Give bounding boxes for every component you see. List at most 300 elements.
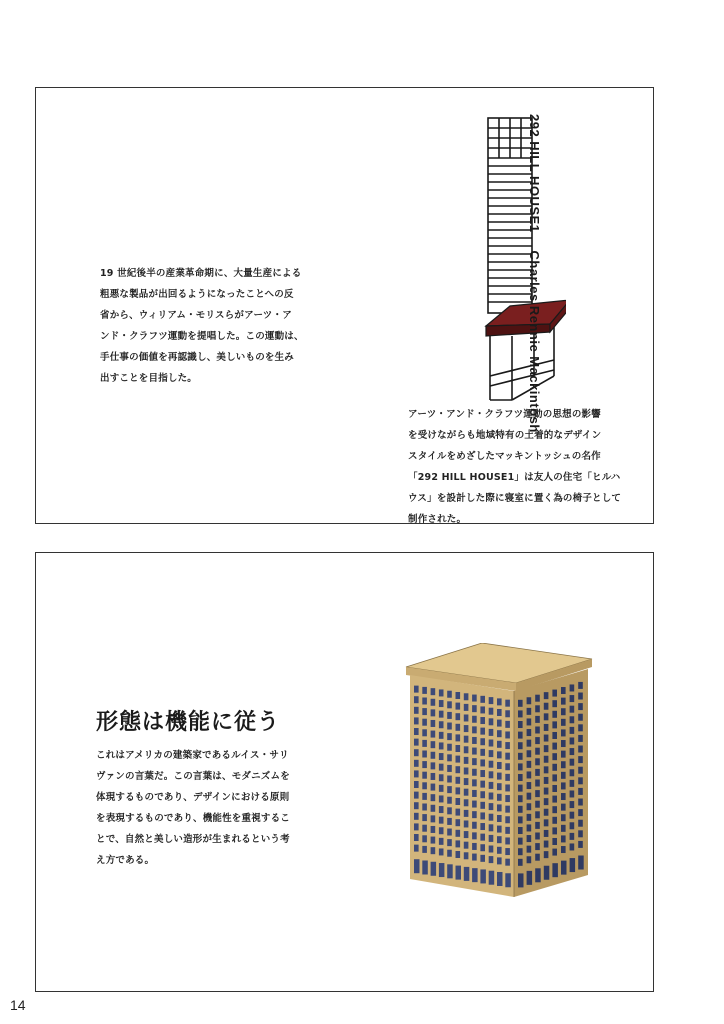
building-window [527, 856, 532, 863]
building-window [561, 814, 566, 821]
building-window [544, 692, 549, 699]
building-window [422, 846, 427, 853]
building-window [544, 756, 549, 763]
intro-line: 出すことを目指した。 [100, 373, 198, 384]
building-window [561, 698, 566, 705]
building-window [552, 817, 557, 824]
building-window [414, 739, 419, 746]
building-window [489, 740, 494, 747]
caption-line: アーツ・アンド・クラフツ運動の思想の影響 [408, 409, 601, 420]
building-window [535, 748, 540, 755]
building-window [480, 823, 485, 830]
building-window [497, 720, 502, 727]
building-window [544, 735, 549, 742]
building-window [552, 753, 557, 760]
sullivan-panel [35, 552, 654, 992]
building-window [414, 749, 419, 756]
building-window [456, 798, 461, 805]
building-window [552, 806, 557, 813]
building-window [472, 790, 477, 797]
building-window [414, 823, 419, 830]
building-window [464, 736, 469, 743]
body-line: これはアメリカの建築家であるルイス・サリ [96, 750, 289, 761]
building-window [518, 763, 523, 770]
building-window [472, 843, 477, 850]
building-window [497, 857, 502, 864]
chair-panel [35, 87, 654, 524]
building-window [552, 700, 557, 707]
building-window [414, 859, 420, 873]
building-window [497, 751, 502, 758]
building-window [472, 801, 477, 808]
building-window [447, 864, 453, 878]
intro-line: 省から、ウィリアム・モリスらがアーツ・ア [100, 310, 292, 321]
building-window [414, 728, 419, 735]
building-window [497, 826, 502, 833]
building-window [544, 809, 549, 816]
building-window [439, 817, 444, 824]
building-window [578, 788, 583, 795]
building-window [578, 703, 583, 710]
building-window [561, 708, 566, 715]
designer-name: Charles Rennie Mackintosh [527, 250, 542, 433]
building-window [535, 779, 540, 786]
building-window [561, 835, 566, 842]
building-window [464, 842, 469, 849]
building-window [578, 693, 583, 700]
caption-line: を受けながらも地域特有の土着的なデザイン [408, 430, 602, 441]
building-window [527, 697, 532, 704]
building-window [570, 822, 575, 829]
building-window [552, 785, 557, 792]
building-window [570, 748, 575, 755]
building-window [527, 718, 532, 725]
building-window [527, 824, 532, 831]
building-window [561, 719, 566, 726]
building-window [431, 762, 436, 769]
building-window [544, 841, 549, 848]
building-window [578, 777, 583, 784]
building-window [505, 742, 510, 749]
building-window [456, 692, 461, 699]
intro-paragraph [100, 263, 304, 389]
building-window [527, 729, 532, 736]
building-window [489, 793, 494, 800]
building-window [414, 834, 419, 841]
building-window [518, 700, 523, 707]
hill-house-chair-illustration [446, 114, 566, 404]
building-window [489, 871, 495, 885]
building-window [505, 710, 510, 717]
building-window [472, 748, 477, 755]
building-window [464, 778, 469, 785]
building-window [456, 724, 461, 731]
building-window [570, 695, 575, 702]
building-window [489, 846, 494, 853]
building-window [497, 773, 502, 780]
building-window [552, 827, 557, 834]
building-window [552, 774, 557, 781]
building-window [570, 833, 575, 840]
building-window [552, 711, 557, 718]
building-window [431, 688, 436, 695]
building-window [431, 805, 436, 812]
building-window [480, 869, 486, 883]
building-window [570, 716, 575, 723]
building-window [527, 814, 532, 821]
building-window [414, 845, 419, 852]
building-window [527, 771, 532, 778]
building-window [489, 708, 494, 715]
building-window [535, 716, 540, 723]
building-window [439, 795, 444, 802]
caption-line: 制作された。 [408, 514, 467, 525]
building-window [439, 848, 444, 855]
building-window [497, 804, 502, 811]
building-window [527, 835, 532, 842]
building-window [535, 811, 540, 818]
building-window [578, 756, 583, 763]
building-window [497, 872, 503, 886]
sullivan-paragraph [96, 745, 290, 871]
building-window [472, 716, 477, 723]
building-window [570, 759, 575, 766]
building-window [552, 764, 557, 771]
building-window [561, 729, 566, 736]
building-window [527, 782, 532, 789]
building-window [439, 774, 444, 781]
building-window [447, 839, 452, 846]
building-window [544, 703, 549, 710]
building-window [431, 720, 436, 727]
building-window [439, 863, 445, 877]
building-window [518, 795, 523, 802]
building-window [480, 749, 485, 756]
body-line: を表現するものであり、機能性を重視するこ [96, 813, 291, 824]
intro-line: 手仕事の価値を再認識し、美しいものを生み [100, 352, 295, 363]
building-window [422, 719, 427, 726]
building-window [439, 700, 444, 707]
building-window [497, 783, 502, 790]
building-window [527, 750, 532, 757]
building-window [456, 819, 461, 826]
building-window [472, 769, 477, 776]
building-window [518, 838, 523, 845]
building-window [578, 841, 583, 848]
building-window [456, 830, 461, 837]
building-window [431, 815, 436, 822]
building-window [480, 770, 485, 777]
building-window [422, 825, 427, 832]
building-window [431, 847, 436, 854]
page-number: 14 [10, 997, 26, 1013]
building-window [456, 756, 461, 763]
building-window [497, 709, 502, 716]
building-window [561, 825, 566, 832]
building-window [497, 847, 502, 854]
building-window [561, 782, 566, 789]
building-window [431, 699, 436, 706]
building-window [505, 753, 510, 760]
building-window [518, 873, 524, 887]
building-window [431, 752, 436, 759]
building-window [464, 852, 469, 859]
building-window [535, 705, 540, 712]
building-window [456, 713, 461, 720]
building-window [544, 851, 549, 858]
intro-line: ンド・クラフツ運動を提唱した。この運動は、 [100, 331, 304, 342]
building-window [456, 809, 461, 816]
building-window [439, 742, 444, 749]
building-window [570, 727, 575, 734]
building-window [518, 774, 523, 781]
building-window [464, 693, 469, 700]
building-window [439, 806, 444, 813]
building-window [431, 794, 436, 801]
building-window [578, 746, 583, 753]
building-window [497, 730, 502, 737]
chair-vertical-title [527, 114, 542, 433]
intro-line: 粗悪な製品が出回るようになったことへの反 [100, 289, 294, 300]
building-window [464, 867, 470, 881]
building-window [414, 707, 419, 714]
building-window [414, 781, 419, 788]
building-window [422, 814, 427, 821]
building-window [464, 789, 469, 796]
building-window [561, 772, 566, 779]
building-window [439, 827, 444, 834]
building-window [464, 820, 469, 827]
building-window [472, 726, 477, 733]
building-window [489, 771, 494, 778]
building-window [472, 705, 477, 712]
building-window [561, 687, 566, 694]
building-window [518, 732, 523, 739]
building-window [456, 734, 461, 741]
building-window [447, 807, 452, 814]
building-window [552, 863, 558, 877]
building-window [505, 873, 511, 887]
building-window [447, 829, 452, 836]
building-window [447, 850, 452, 857]
building-window [570, 780, 575, 787]
building-window [527, 761, 532, 768]
building-window [431, 862, 437, 876]
building-window [489, 729, 494, 736]
building-window [422, 687, 427, 694]
building-window [505, 774, 510, 781]
building-window [414, 760, 419, 767]
building-window [544, 745, 549, 752]
building-window [422, 860, 428, 874]
building-window [505, 837, 510, 844]
building-window [447, 723, 452, 730]
building-window [578, 830, 583, 837]
building-window [544, 819, 549, 826]
building-window [552, 743, 557, 750]
building-window [439, 689, 444, 696]
building-window [578, 809, 583, 816]
building-window [439, 721, 444, 728]
building-window [518, 710, 523, 717]
building-window [422, 708, 427, 715]
building-window [472, 822, 477, 829]
building-window [456, 851, 461, 858]
building-window [456, 777, 461, 784]
building-window [414, 813, 419, 820]
building-window [518, 816, 523, 823]
building-window [535, 769, 540, 776]
body-line: とで、自然と美しい造形が生まれるという考 [96, 834, 290, 845]
building-window [464, 746, 469, 753]
building-window [472, 811, 477, 818]
building-window [447, 744, 452, 751]
building-window [472, 758, 477, 765]
building-window [535, 854, 540, 861]
chair-caption [408, 404, 621, 530]
building-window [570, 706, 575, 713]
building-window [505, 806, 510, 813]
building-window [505, 816, 510, 823]
building-window [578, 735, 583, 742]
building-window [414, 802, 419, 809]
building-window [570, 812, 575, 819]
building-window [544, 788, 549, 795]
building-window [505, 721, 510, 728]
building-window [480, 791, 485, 798]
building-window [472, 854, 477, 861]
building-window [535, 822, 540, 829]
building-window [422, 803, 427, 810]
building-window [552, 849, 557, 856]
building-window [480, 855, 485, 862]
building-window [489, 750, 494, 757]
building-window [544, 766, 549, 773]
building-window [527, 871, 533, 885]
building-window [464, 714, 469, 721]
building-window [527, 793, 532, 800]
building-window [497, 815, 502, 822]
building-window [489, 824, 494, 831]
building-window [480, 781, 485, 788]
building-window [518, 753, 523, 760]
building-window [561, 804, 566, 811]
building-window [505, 848, 510, 855]
building-window [489, 814, 494, 821]
building-window [535, 790, 540, 797]
building-window [561, 861, 567, 875]
building-window [561, 793, 566, 800]
body-line: ヴァンの言葉だ。この言葉は、モダニズムを [96, 771, 290, 782]
building-window [570, 737, 575, 744]
building-window [456, 787, 461, 794]
building-window [544, 777, 549, 784]
building-window [527, 803, 532, 810]
skyscraper-illustration [404, 643, 594, 899]
building-window [414, 770, 419, 777]
building-window [456, 840, 461, 847]
building-window [505, 859, 510, 866]
building-window [570, 790, 575, 797]
building-window [480, 759, 485, 766]
building-window [414, 717, 419, 724]
building-right-face [514, 669, 588, 897]
building-window [497, 698, 502, 705]
building-window [497, 836, 502, 843]
building-window [422, 697, 427, 704]
building-window [422, 793, 427, 800]
building-window [422, 740, 427, 747]
building-window [497, 741, 502, 748]
building-window [464, 704, 469, 711]
building-window [552, 796, 557, 803]
building-window [535, 726, 540, 733]
building-window [544, 866, 550, 880]
building-window [439, 838, 444, 845]
chair-model-name: 292 HILL HOUSE1 [527, 114, 542, 233]
building-window [431, 709, 436, 716]
building-window [439, 711, 444, 718]
building-window [439, 753, 444, 760]
building-window [480, 802, 485, 809]
building-window [561, 740, 566, 747]
building-window [570, 843, 575, 850]
building-window [489, 835, 494, 842]
building-window [535, 843, 540, 850]
body-line: え方である。 [96, 855, 155, 866]
building-window [552, 838, 557, 845]
building-window [472, 779, 477, 786]
building-window [422, 729, 427, 736]
building-window [431, 773, 436, 780]
building-window [447, 786, 452, 793]
building-window [480, 728, 485, 735]
building-window [552, 690, 557, 697]
building-window [544, 830, 549, 837]
building-window [535, 737, 540, 744]
building-window [578, 767, 583, 774]
building-window [505, 763, 510, 770]
building-window [480, 834, 485, 841]
building-window [480, 738, 485, 745]
building-window [447, 765, 452, 772]
building-window [422, 761, 427, 768]
building-window [578, 799, 583, 806]
building-window [472, 868, 478, 882]
building-window [480, 844, 485, 851]
building-window [518, 785, 523, 792]
building-window [570, 858, 576, 872]
building-window [544, 713, 549, 720]
building-window [447, 691, 452, 698]
building-window [439, 764, 444, 771]
building-window [447, 776, 452, 783]
building-window [456, 766, 461, 773]
building-window [518, 806, 523, 813]
building-window [431, 784, 436, 791]
building-window [414, 792, 419, 799]
building-window [578, 682, 583, 689]
building-window [422, 835, 427, 842]
building-window [472, 832, 477, 839]
building-window [464, 757, 469, 764]
building-window [535, 695, 540, 702]
building-window [489, 803, 494, 810]
building-window [472, 737, 477, 744]
building-window [464, 767, 469, 774]
building-window [552, 732, 557, 739]
building-window [456, 866, 462, 880]
